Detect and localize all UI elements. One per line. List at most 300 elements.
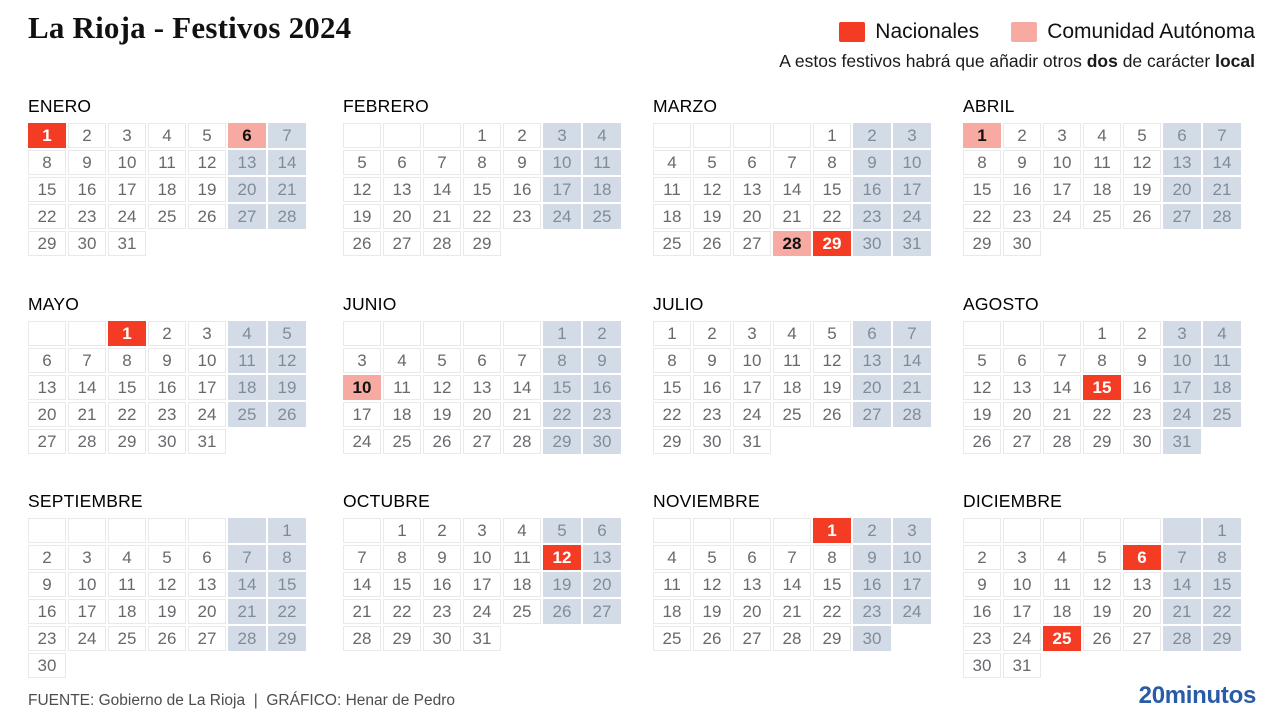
day-cell: 23 [68, 204, 106, 229]
day-cell: 30 [148, 429, 186, 454]
day-cell: 5 [1123, 123, 1161, 148]
day-cell: 12 [693, 177, 731, 202]
legend-item-regional [1011, 20, 1255, 44]
day-cell: 6 [1123, 545, 1161, 570]
day-cell: 9 [853, 545, 891, 570]
day-cell: 12 [188, 150, 226, 175]
empty-cell [653, 123, 691, 148]
day-cell: 21 [893, 375, 931, 400]
day-cell: 13 [463, 375, 501, 400]
month-title: NOVIEMBRE [653, 491, 760, 511]
day-cell: 17 [68, 599, 106, 624]
day-cell: 28 [1163, 626, 1201, 651]
day-cell: 2 [503, 123, 541, 148]
day-cell: 10 [463, 545, 501, 570]
empty-cell [148, 518, 186, 543]
day-cell: 25 [1043, 626, 1081, 651]
day-cell: 1 [543, 321, 581, 346]
day-cell: 15 [108, 375, 146, 400]
day-cell: 22 [268, 599, 306, 624]
day-cell: 13 [733, 572, 771, 597]
day-cell: 1 [963, 123, 1001, 148]
day-cell: 21 [68, 402, 106, 427]
day-cell: 26 [813, 402, 851, 427]
day-cell: 31 [1003, 653, 1041, 678]
day-cell: 16 [963, 599, 1001, 624]
day-cell: 7 [773, 150, 811, 175]
day-cell: 26 [188, 204, 226, 229]
day-cell: 28 [893, 402, 931, 427]
day-cell: 22 [543, 402, 581, 427]
day-cell: 10 [1003, 572, 1041, 597]
day-cell: 14 [1043, 375, 1081, 400]
day-cell: 6 [228, 123, 266, 148]
day-cell: 30 [68, 231, 106, 256]
day-cell: 4 [383, 348, 421, 373]
month-diciembre [963, 491, 1245, 678]
day-cell: 11 [108, 572, 146, 597]
day-cell: 3 [188, 321, 226, 346]
day-cell: 20 [853, 375, 891, 400]
day-cell: 24 [893, 599, 931, 624]
day-cell: 25 [1083, 204, 1121, 229]
day-cell: 27 [1123, 626, 1161, 651]
day-cell: 16 [583, 375, 621, 400]
empty-cell [773, 518, 811, 543]
day-cell: 16 [503, 177, 541, 202]
day-cell: 22 [963, 204, 1001, 229]
day-cell: 4 [1083, 123, 1121, 148]
day-cell: 3 [893, 518, 931, 543]
day-cell: 6 [1003, 348, 1041, 373]
empty-cell [1043, 321, 1081, 346]
day-cell: 25 [383, 429, 421, 454]
day-cell: 27 [733, 626, 771, 651]
empty-cell [503, 321, 541, 346]
month-grid [963, 518, 1245, 678]
month-title: JUNIO [343, 294, 397, 314]
day-cell: 6 [733, 545, 771, 570]
day-cell: 5 [1083, 545, 1121, 570]
day-cell: 2 [68, 123, 106, 148]
day-cell: 10 [1163, 348, 1201, 373]
day-cell: 15 [463, 177, 501, 202]
legend-note-bold-local: local [1215, 51, 1255, 71]
day-cell: 26 [343, 231, 381, 256]
empty-cell [68, 321, 106, 346]
legend-item-national [839, 20, 979, 44]
day-cell: 9 [963, 572, 1001, 597]
day-cell: 22 [1083, 402, 1121, 427]
month-grid [963, 123, 1245, 256]
day-cell: 22 [653, 402, 691, 427]
day-cell: 9 [1123, 348, 1161, 373]
day-cell: 1 [813, 123, 851, 148]
day-cell: 14 [773, 177, 811, 202]
day-cell: 24 [1003, 626, 1041, 651]
day-cell: 23 [853, 599, 891, 624]
day-cell: 7 [268, 123, 306, 148]
day-cell: 29 [268, 626, 306, 651]
day-cell: 16 [853, 177, 891, 202]
day-cell: 16 [28, 599, 66, 624]
day-cell: 25 [148, 204, 186, 229]
legend-note [779, 51, 1255, 72]
day-cell: 28 [1203, 204, 1241, 229]
month-marzo [653, 96, 935, 256]
day-cell: 5 [343, 150, 381, 175]
month-noviembre [653, 491, 935, 651]
month-grid [343, 321, 625, 454]
regional-color-swatch [1011, 22, 1037, 42]
day-cell: 25 [773, 402, 811, 427]
day-cell: 14 [1163, 572, 1201, 597]
empty-cell [1003, 321, 1041, 346]
day-cell: 31 [893, 231, 931, 256]
day-cell: 4 [773, 321, 811, 346]
day-cell: 4 [653, 545, 691, 570]
day-cell: 15 [813, 177, 851, 202]
day-cell: 2 [853, 123, 891, 148]
month-grid [343, 518, 625, 651]
month-septiembre [28, 491, 310, 678]
day-cell: 27 [1003, 429, 1041, 454]
day-cell: 8 [653, 348, 691, 373]
day-cell: 18 [228, 375, 266, 400]
day-cell: 5 [268, 321, 306, 346]
day-cell: 13 [383, 177, 421, 202]
day-cell: 9 [583, 348, 621, 373]
day-cell: 10 [343, 375, 381, 400]
day-cell: 26 [423, 429, 461, 454]
day-cell: 18 [653, 204, 691, 229]
day-cell: 1 [28, 123, 66, 148]
day-cell: 22 [108, 402, 146, 427]
day-cell: 29 [543, 429, 581, 454]
day-cell: 14 [423, 177, 461, 202]
day-cell: 6 [463, 348, 501, 373]
day-cell: 8 [28, 150, 66, 175]
day-cell: 15 [268, 572, 306, 597]
day-cell: 24 [343, 429, 381, 454]
day-cell: 8 [383, 545, 421, 570]
day-cell: 19 [543, 572, 581, 597]
day-cell: 3 [108, 123, 146, 148]
day-cell: 23 [28, 626, 66, 651]
day-cell: 27 [28, 429, 66, 454]
day-cell: 31 [463, 626, 501, 651]
day-cell: 29 [653, 429, 691, 454]
day-cell: 17 [463, 572, 501, 597]
day-cell: 8 [463, 150, 501, 175]
day-cell: 29 [463, 231, 501, 256]
day-cell: 28 [503, 429, 541, 454]
empty-cell [733, 123, 771, 148]
day-cell: 18 [148, 177, 186, 202]
day-cell: 1 [1083, 321, 1121, 346]
day-cell: 13 [28, 375, 66, 400]
day-cell: 22 [383, 599, 421, 624]
day-cell: 30 [853, 626, 891, 651]
day-cell: 14 [1203, 150, 1241, 175]
day-cell: 2 [28, 545, 66, 570]
day-cell: 7 [68, 348, 106, 373]
day-cell: 15 [543, 375, 581, 400]
day-cell: 26 [693, 231, 731, 256]
day-cell: 3 [343, 348, 381, 373]
day-cell: 14 [228, 572, 266, 597]
day-cell: 5 [148, 545, 186, 570]
day-cell: 28 [68, 429, 106, 454]
day-cell: 16 [1003, 177, 1041, 202]
day-cell: 21 [268, 177, 306, 202]
day-cell: 7 [1043, 348, 1081, 373]
empty-cell [1163, 518, 1201, 543]
day-cell: 18 [653, 599, 691, 624]
day-cell: 25 [653, 231, 691, 256]
day-cell: 8 [813, 545, 851, 570]
empty-cell [343, 123, 381, 148]
day-cell: 2 [1003, 123, 1041, 148]
day-cell: 17 [893, 177, 931, 202]
day-cell: 28 [228, 626, 266, 651]
day-cell: 19 [343, 204, 381, 229]
month-title: MAYO [28, 294, 80, 314]
empty-cell [963, 321, 1001, 346]
day-cell: 3 [68, 545, 106, 570]
day-cell: 7 [503, 348, 541, 373]
day-cell: 25 [653, 626, 691, 651]
day-cell: 4 [108, 545, 146, 570]
day-cell: 23 [1003, 204, 1041, 229]
day-cell: 16 [68, 177, 106, 202]
day-cell: 18 [108, 599, 146, 624]
day-cell: 7 [773, 545, 811, 570]
day-cell: 18 [773, 375, 811, 400]
day-cell: 23 [693, 402, 731, 427]
day-cell: 14 [268, 150, 306, 175]
day-cell: 12 [543, 545, 581, 570]
day-cell: 2 [1123, 321, 1161, 346]
day-cell: 30 [28, 653, 66, 678]
day-cell: 28 [423, 231, 461, 256]
day-cell: 25 [503, 599, 541, 624]
day-cell: 17 [343, 402, 381, 427]
day-cell: 24 [68, 626, 106, 651]
day-cell: 15 [28, 177, 66, 202]
day-cell: 3 [1163, 321, 1201, 346]
day-cell: 21 [228, 599, 266, 624]
day-cell: 17 [1163, 375, 1201, 400]
day-cell: 16 [1123, 375, 1161, 400]
month-febrero [343, 96, 625, 256]
month-octubre [343, 491, 625, 651]
day-cell: 20 [1123, 599, 1161, 624]
day-cell: 2 [423, 518, 461, 543]
day-cell: 3 [1003, 545, 1041, 570]
empty-cell [463, 321, 501, 346]
day-cell: 11 [228, 348, 266, 373]
day-cell: 19 [268, 375, 306, 400]
day-cell: 21 [773, 204, 811, 229]
day-cell: 2 [148, 321, 186, 346]
day-cell: 11 [583, 150, 621, 175]
empty-cell [188, 518, 226, 543]
day-cell: 26 [693, 626, 731, 651]
day-cell: 22 [463, 204, 501, 229]
day-cell: 11 [503, 545, 541, 570]
day-cell: 1 [383, 518, 421, 543]
day-cell: 8 [963, 150, 1001, 175]
day-cell: 26 [148, 626, 186, 651]
day-cell: 12 [1123, 150, 1161, 175]
day-cell: 5 [813, 321, 851, 346]
day-cell: 17 [1003, 599, 1041, 624]
day-cell: 27 [853, 402, 891, 427]
day-cell: 30 [423, 626, 461, 651]
day-cell: 20 [583, 572, 621, 597]
day-cell: 8 [1083, 348, 1121, 373]
day-cell: 12 [963, 375, 1001, 400]
day-cell: 18 [1043, 599, 1081, 624]
empty-cell [1083, 518, 1121, 543]
day-cell: 11 [1203, 348, 1241, 373]
day-cell: 2 [853, 518, 891, 543]
day-cell: 7 [423, 150, 461, 175]
legend-label-national: Nacionales [875, 20, 980, 43]
page-title: La Rioja - Festivos 2024 [28, 10, 352, 45]
month-title: DICIEMBRE [963, 491, 1063, 511]
empty-cell [343, 518, 381, 543]
day-cell: 10 [188, 348, 226, 373]
day-cell: 6 [853, 321, 891, 346]
day-cell: 31 [108, 231, 146, 256]
day-cell: 9 [1003, 150, 1041, 175]
day-cell: 10 [893, 150, 931, 175]
empty-cell [693, 123, 731, 148]
day-cell: 27 [463, 429, 501, 454]
empty-cell [383, 321, 421, 346]
day-cell: 16 [423, 572, 461, 597]
day-cell: 23 [423, 599, 461, 624]
month-enero [28, 96, 310, 256]
day-cell: 14 [343, 572, 381, 597]
day-cell: 26 [963, 429, 1001, 454]
month-title: AGOSTO [963, 294, 1039, 314]
legend-label-regional: Comunidad Autónoma [1047, 20, 1255, 43]
month-grid [653, 321, 935, 454]
legend [839, 20, 1255, 44]
day-cell: 28 [773, 626, 811, 651]
day-cell: 14 [773, 572, 811, 597]
day-cell: 29 [383, 626, 421, 651]
day-cell: 19 [1083, 599, 1121, 624]
day-cell: 1 [653, 321, 691, 346]
day-cell: 9 [693, 348, 731, 373]
day-cell: 5 [963, 348, 1001, 373]
day-cell: 26 [268, 402, 306, 427]
empty-cell [1003, 518, 1041, 543]
month-title: ENERO [28, 96, 92, 116]
empty-cell [653, 518, 691, 543]
empty-cell [1123, 518, 1161, 543]
day-cell: 3 [893, 123, 931, 148]
empty-cell [423, 321, 461, 346]
day-cell: 26 [1123, 204, 1161, 229]
month-title: SEPTIEMBRE [28, 491, 143, 511]
day-cell: 10 [68, 572, 106, 597]
day-cell: 25 [1203, 402, 1241, 427]
day-cell: 25 [583, 204, 621, 229]
month-grid [343, 123, 625, 256]
day-cell: 27 [733, 231, 771, 256]
empty-cell [733, 518, 771, 543]
legend-note-bold-dos: dos [1086, 51, 1118, 71]
day-cell: 20 [228, 177, 266, 202]
day-cell: 1 [813, 518, 851, 543]
day-cell: 31 [188, 429, 226, 454]
day-cell: 25 [228, 402, 266, 427]
day-cell: 23 [853, 204, 891, 229]
day-cell: 29 [1203, 626, 1241, 651]
empty-cell [963, 518, 1001, 543]
day-cell: 1 [268, 518, 306, 543]
day-cell: 28 [343, 626, 381, 651]
day-cell: 18 [1203, 375, 1241, 400]
day-cell: 27 [383, 231, 421, 256]
month-julio [653, 294, 935, 454]
day-cell: 15 [963, 177, 1001, 202]
day-cell: 17 [733, 375, 771, 400]
day-cell: 26 [543, 599, 581, 624]
day-cell: 6 [583, 518, 621, 543]
day-cell: 17 [188, 375, 226, 400]
day-cell: 24 [188, 402, 226, 427]
day-cell: 17 [1043, 177, 1081, 202]
day-cell: 12 [1083, 572, 1121, 597]
day-cell: 19 [1123, 177, 1161, 202]
legend-note-middle: de carácter [1117, 51, 1216, 71]
day-cell: 11 [148, 150, 186, 175]
day-cell: 15 [383, 572, 421, 597]
day-cell: 11 [383, 375, 421, 400]
footer-source: FUENTE: Gobierno de La Rioja | GRÁFICO: Henar de Pedro [28, 692, 456, 709]
month-grid [653, 123, 935, 256]
day-cell: 23 [503, 204, 541, 229]
day-cell: 17 [108, 177, 146, 202]
month-mayo [28, 294, 310, 454]
month-agosto [963, 294, 1245, 454]
day-cell: 24 [108, 204, 146, 229]
day-cell: 21 [1043, 402, 1081, 427]
day-cell: 20 [383, 204, 421, 229]
day-cell: 17 [543, 177, 581, 202]
empty-cell [68, 518, 106, 543]
day-cell: 1 [463, 123, 501, 148]
day-cell: 20 [733, 204, 771, 229]
day-cell: 6 [28, 348, 66, 373]
national-color-swatch [839, 22, 865, 42]
day-cell: 10 [543, 150, 581, 175]
day-cell: 27 [583, 599, 621, 624]
day-cell: 17 [893, 572, 931, 597]
day-cell: 24 [733, 402, 771, 427]
day-cell: 22 [813, 204, 851, 229]
day-cell: 8 [543, 348, 581, 373]
day-cell: 2 [963, 545, 1001, 570]
day-cell: 10 [108, 150, 146, 175]
day-cell: 6 [733, 150, 771, 175]
